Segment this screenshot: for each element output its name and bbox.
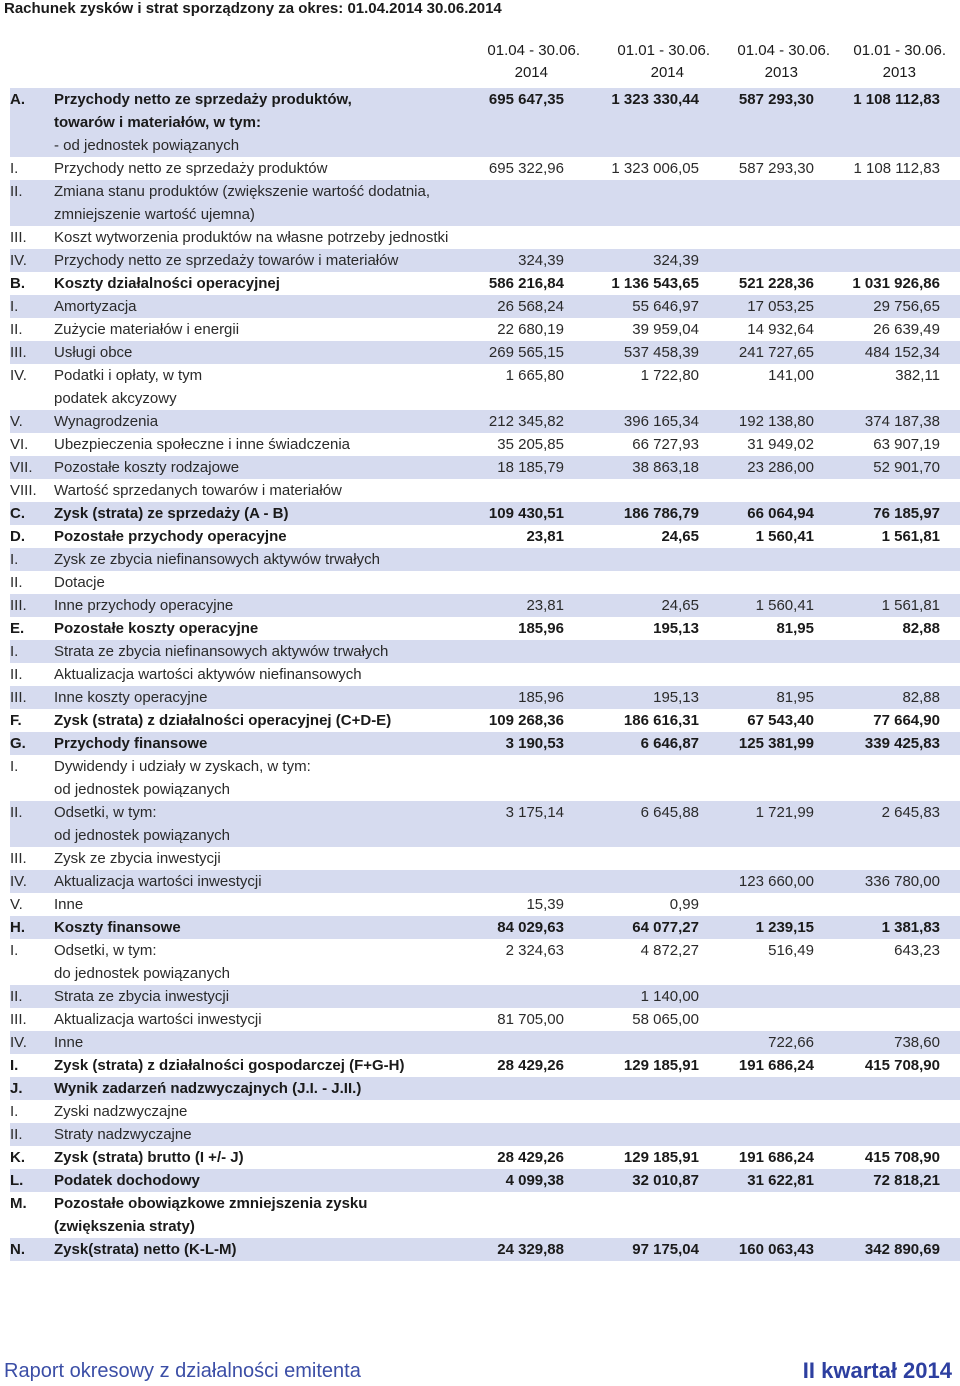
column-header-2-line2: 2014 [650,64,684,81]
table-row [10,1123,960,1146]
row-description: Podatek dochodowy [54,1172,200,1189]
row-value-col1: 28 429,26 [497,1057,564,1074]
report-title: Rachunek zysków i strat sporządzony za okres: 01.04.2014 30.06.2014 [4,0,502,17]
row-label: III. [10,597,27,614]
row-value-col1: 324,39 [518,252,564,269]
row-value-col1: 4 099,38 [505,1172,564,1189]
row-description: Zyski nadzwyczajne [54,1103,188,1120]
row-description: Aktualizacja wartości inwestycji [54,873,262,890]
row-value-col2: 1 136 543,65 [611,275,699,292]
row-value-col4: 77 664,90 [873,712,940,729]
row-description: Wynik zadarzeń nadzwyczajnych (J.I. - J.II.) [54,1080,362,1097]
row-value-col2: 129 185,91 [623,1149,699,1166]
row-value-col3: 241 727,65 [738,344,814,361]
row-value-col3: 125 381,99 [738,735,814,752]
row-description: Zmiana stanu produktów (zwiększenie wartość dodatnia, [54,183,431,200]
row-value-col1: 18 185,79 [497,459,564,476]
table-row [10,778,960,801]
row-value-col3: 1 239,15 [755,919,814,936]
column-header-1-line1: 01.04 - 30.06. [487,42,580,59]
row-value-col3: 191 686,24 [738,1149,814,1166]
row-description: Inne [54,1034,84,1051]
table-row [10,341,960,364]
row-value-col2: 24,65 [661,528,699,545]
row-value-col4: 63 907,19 [873,436,940,453]
row-value-col1: 3 175,14 [505,804,564,821]
row-description: Koszty działalności operacyjnej [54,275,280,292]
table-row [10,1077,960,1100]
column-header-1-line2: 2014 [514,64,548,81]
table-row [10,755,960,778]
table-row [10,410,960,433]
column-header-4-line2: 2013 [882,64,916,81]
row-description: Strata ze zbycia inwestycji [54,988,230,1005]
row-value-col2: 66 727,93 [632,436,699,453]
row-value-col3: 81,95 [776,689,814,706]
row-value-col2: 38 863,18 [632,459,699,476]
row-value-col3: 160 063,43 [738,1241,814,1258]
table-row [10,847,960,870]
row-label: I. [10,1103,19,1120]
row-description: Strata ze zbycia niefinansowych aktywów trwałych [54,643,389,660]
row-value-col4: 52 901,70 [873,459,940,476]
income-statement-table [10,88,960,1261]
table-row [10,594,960,617]
row-value-col2: 396 165,34 [623,413,699,430]
row-value-col4: 26 639,49 [873,321,940,338]
row-value-col3: 141,00 [768,367,814,384]
row-label: VIII. [10,482,37,499]
row-value-col4: 1 031 926,86 [852,275,940,292]
row-value-col1: 28 429,26 [497,1149,564,1166]
row-value-col1: 84 029,63 [497,919,564,936]
row-value-col3: 587 293,30 [738,160,814,177]
row-value-col1: 3 190,53 [505,735,564,752]
table-row [10,525,960,548]
table-row [10,1238,960,1261]
row-label: I. [10,160,19,177]
row-description: podatek akcyzowy [54,390,177,407]
table-row [10,548,960,571]
row-description: Przychody netto ze sprzedaży produktów, [54,91,352,108]
row-description: Wartość sprzedanych towarów i materiałów [54,482,342,499]
row-value-col1: 695 647,35 [488,91,564,108]
column-header-4-line1: 01.01 - 30.06. [853,42,946,59]
row-value-col3: 1 721,99 [755,804,814,821]
row-description: Straty nadzwyczajne [54,1126,192,1143]
row-value-col4: 72 818,21 [873,1172,940,1189]
table-row [10,663,960,686]
row-label: III. [10,344,27,361]
row-description: zmniejszenie wartość ujemna) [54,206,255,223]
table-row [10,962,960,985]
table-row [10,157,960,180]
row-value-col1: 109 430,51 [488,505,564,522]
row-value-col2: 64 077,27 [632,919,699,936]
row-value-col2: 186 786,79 [623,505,699,522]
row-value-col3: 191 686,24 [738,1057,814,1074]
table-row [10,1192,960,1215]
table-row [10,479,960,502]
row-value-col2: 39 959,04 [632,321,699,338]
table-row [10,180,960,203]
row-description: od jednostek powiązanych [54,827,230,844]
row-value-col3: 23 286,00 [747,459,814,476]
row-value-col1: 24 329,88 [497,1241,564,1258]
row-label: II. [10,988,23,1005]
column-header-1 [430,40,580,84]
row-value-col2: 24,65 [661,597,699,614]
row-value-col3: 31 622,81 [747,1172,814,1189]
row-value-col4: 1 561,81 [881,528,940,545]
row-value-col4: 415 708,90 [864,1057,940,1074]
row-value-col4: 342 890,69 [864,1241,940,1258]
row-description: Aktualizacja wartości aktywów niefinansowych [54,666,362,683]
row-description: Inne [54,896,84,913]
row-value-col1: 269 565,15 [488,344,564,361]
row-label: I. [10,1057,19,1074]
row-description: Podatki i opłaty, w tym [54,367,203,384]
row-value-col2: 32 010,87 [632,1172,699,1189]
row-value-col4: 1 108 112,83 [853,160,940,177]
table-row [10,571,960,594]
row-value-col1: 15,39 [526,896,564,913]
row-value-col1: 81 705,00 [497,1011,564,1028]
table-row [10,456,960,479]
row-description: Zysk ze zbycia inwestycji [54,850,221,867]
table-row [10,387,960,410]
row-value-col1: 35 205,85 [497,436,564,453]
row-value-col4: 29 756,65 [873,298,940,315]
column-headers [0,40,960,88]
row-value-col3: 516,49 [768,942,814,959]
table-row [10,1054,960,1077]
row-description: Pozostałe obowiązkowe zmniejszenia zysku [54,1195,368,1212]
row-value-col2: 537 458,39 [623,344,699,361]
table-row [10,226,960,249]
row-value-col3: 66 064,94 [747,505,814,522]
row-label: I. [10,643,19,660]
row-label: IV. [10,873,27,890]
row-value-col4: 76 185,97 [873,505,940,522]
table-row [10,1031,960,1054]
row-description: Inne przychody operacyjne [54,597,234,614]
row-value-col3: 1 560,41 [755,528,814,545]
column-header-2-line1: 01.01 - 30.06. [617,42,710,59]
row-label: II. [10,183,23,200]
row-value-col3: 67 543,40 [747,712,814,729]
row-description: Pozostałe przychody operacyjne [54,528,287,545]
row-value-col3: 123 660,00 [738,873,814,890]
row-label: III. [10,229,27,246]
table-row [10,686,960,709]
row-label: K. [10,1149,25,1166]
table-row [10,1100,960,1123]
row-description: Zysk (strata) brutto (I +/- J) [54,1149,244,1166]
row-description: od jednostek powiązanych [54,781,230,798]
row-value-col4: 336 780,00 [864,873,940,890]
row-value-col4: 415 708,90 [864,1149,940,1166]
row-label: I. [10,551,19,568]
table-row [10,617,960,640]
row-value-col3: 192 138,80 [738,413,814,430]
row-description: Zysk(strata) netto (K-L-M) [54,1241,237,1258]
row-value-col3: 31 949,02 [747,436,814,453]
row-value-col2: 6 646,87 [640,735,699,752]
table-row [10,870,960,893]
row-value-col4: 484 152,34 [864,344,940,361]
row-label: H. [10,919,25,936]
row-value-col1: 23,81 [526,528,564,545]
column-header-3-line1: 01.04 - 30.06. [737,42,830,59]
row-value-col3: 722,66 [768,1034,814,1051]
table-row [10,709,960,732]
row-value-col2: 58 065,00 [632,1011,699,1028]
table-row [10,295,960,318]
row-value-col2: 1 722,80 [640,367,699,384]
row-value-col4: 339 425,83 [864,735,940,752]
row-value-col1: 26 568,24 [497,298,564,315]
row-description: Amortyzacja [54,298,137,315]
table-row [10,433,960,456]
row-label: IV. [10,367,27,384]
row-description: Zużycie materiałów i energii [54,321,240,338]
row-value-col2: 1 140,00 [640,988,699,1005]
row-label: II. [10,1126,23,1143]
row-label: I. [10,942,19,959]
row-value-col1: 695 322,96 [488,160,564,177]
row-description: Aktualizacja wartości inwestycji [54,1011,262,1028]
table-row [10,1008,960,1031]
row-value-col1: 2 324,63 [505,942,564,959]
row-label: L. [10,1172,24,1189]
row-value-col2: 195,13 [653,689,699,706]
row-label: J. [10,1080,23,1097]
row-value-col3: 17 053,25 [747,298,814,315]
row-label: II. [10,666,23,683]
row-value-col2: 195,13 [653,620,699,637]
row-description: Zysk (strata) z działalności operacyjnej (C+D-E) [54,712,392,729]
table-row [10,732,960,755]
row-description: Dotacje [54,574,105,591]
row-label: I. [10,298,19,315]
row-value-col2: 6 645,88 [640,804,699,821]
row-label: C. [10,505,25,522]
row-value-col4: 1 108 112,83 [853,91,940,108]
row-description: Pozostałe koszty operacyjne [54,620,259,637]
row-label: III. [10,850,27,867]
column-header-3-line2: 2013 [764,64,798,81]
row-value-col2: 0,99 [669,896,699,913]
row-value-col2: 55 646,97 [632,298,699,315]
row-value-col4: 2 645,83 [881,804,940,821]
table-row [10,318,960,341]
row-label: G. [10,735,26,752]
row-value-col4: 82,88 [902,689,940,706]
row-label: M. [10,1195,27,1212]
row-value-col1: 185,96 [518,689,564,706]
row-value-col4: 82,88 [902,620,940,637]
row-value-col1: 586 216,84 [488,275,564,292]
row-description: Pozostałe koszty rodzajowe [54,459,240,476]
row-label: VI. [10,436,29,453]
row-description: Dywidendy i udziały w zyskach, w tym: [54,758,311,775]
row-label: D. [10,528,25,545]
footer-quarter: II kwartał 2014 [802,1358,952,1383]
row-value-col2: 97 175,04 [632,1241,699,1258]
row-value-col2: 186 616,31 [623,712,699,729]
row-value-col2: 4 872,27 [640,942,699,959]
row-label: E. [10,620,25,637]
row-description: Inne koszty operacyjne [54,689,208,706]
row-label: F. [10,712,22,729]
row-value-col1: 23,81 [526,597,564,614]
row-value-col2: 129 185,91 [623,1057,699,1074]
row-description: Odsetki, w tym: [54,804,157,821]
row-value-col3: 521 228,36 [738,275,814,292]
row-value-col2: 1 323 006,05 [611,160,699,177]
row-value-col1: 212 345,82 [488,413,564,430]
row-value-col4: 1 381,83 [881,919,940,936]
column-header-4 [796,40,946,84]
row-label: IV. [10,252,27,269]
row-description: Wynagrodzenia [54,413,159,430]
row-value-col2: 324,39 [653,252,699,269]
table-row [10,88,960,111]
row-description: Zysk (strata) z działalności gospodarczej (F+G-H) [54,1057,405,1074]
row-description: Koszt wytworzenia produktów na własne potrzeby jednostki [54,229,449,246]
row-label: N. [10,1241,25,1258]
row-description: do jednostek powiązanych [54,965,230,982]
row-value-col4: 738,60 [894,1034,940,1051]
row-value-col4: 1 561,81 [881,597,940,614]
row-label: III. [10,689,27,706]
table-row [10,824,960,847]
row-description: Odsetki, w tym: [54,942,157,959]
row-value-col1: 185,96 [518,620,564,637]
table-row [10,134,960,157]
row-value-col2: 1 323 330,44 [611,91,699,108]
row-label: II. [10,804,23,821]
table-row [10,203,960,226]
row-value-col4: 374 187,38 [864,413,940,430]
row-label: III. [10,1011,27,1028]
table-row [10,939,960,962]
table-row [10,111,960,134]
row-description: Przychody finansowe [54,735,208,752]
table-row [10,272,960,295]
row-value-col3: 1 560,41 [755,597,814,614]
row-value-col3: 14 932,64 [747,321,814,338]
row-description: Ubezpieczenia społeczne i inne świadczenia [54,436,351,453]
row-label: V. [10,413,23,430]
row-description: Zysk ze zbycia niefinansowych aktywów trwałych [54,551,380,568]
row-label: I. [10,758,19,775]
table-row [10,640,960,663]
row-label: II. [10,574,23,591]
row-label: II. [10,321,23,338]
table-row [10,801,960,824]
table-row [10,985,960,1008]
row-value-col4: 382,11 [895,367,940,384]
row-label: A. [10,91,25,108]
row-value-col3: 81,95 [776,620,814,637]
row-value-col4: 643,23 [894,942,940,959]
row-label: V. [10,896,23,913]
table-row [10,916,960,939]
row-description: - od jednostek powiązanych [54,137,240,154]
row-value-col1: 109 268,36 [488,712,564,729]
table-row [10,1215,960,1238]
row-description: (zwiększenia straty) [54,1218,195,1235]
table-row [10,1169,960,1192]
row-description: Koszty finansowe [54,919,181,936]
row-description: Usługi obce [54,344,133,361]
row-label: IV. [10,1034,27,1051]
row-label: VII. [10,459,33,476]
table-row [10,1146,960,1169]
row-description: Przychody netto ze sprzedaży produktów [54,160,328,177]
footer-report-name: Raport okresowy z działalności emitenta [4,1360,361,1382]
row-description: towarów i materiałów, w tym: [54,114,261,131]
row-description: Zysk (strata) ze sprzedaży (A - B) [54,505,289,522]
row-value-col1: 22 680,19 [497,321,564,338]
table-row [10,502,960,525]
row-value-col1: 1 665,80 [505,367,564,384]
row-label: B. [10,275,25,292]
table-row [10,249,960,272]
row-description: Przychody netto ze sprzedaży towarów i materiałów [54,252,399,269]
table-row [10,893,960,916]
row-value-col3: 587 293,30 [738,91,814,108]
table-row [10,364,960,387]
